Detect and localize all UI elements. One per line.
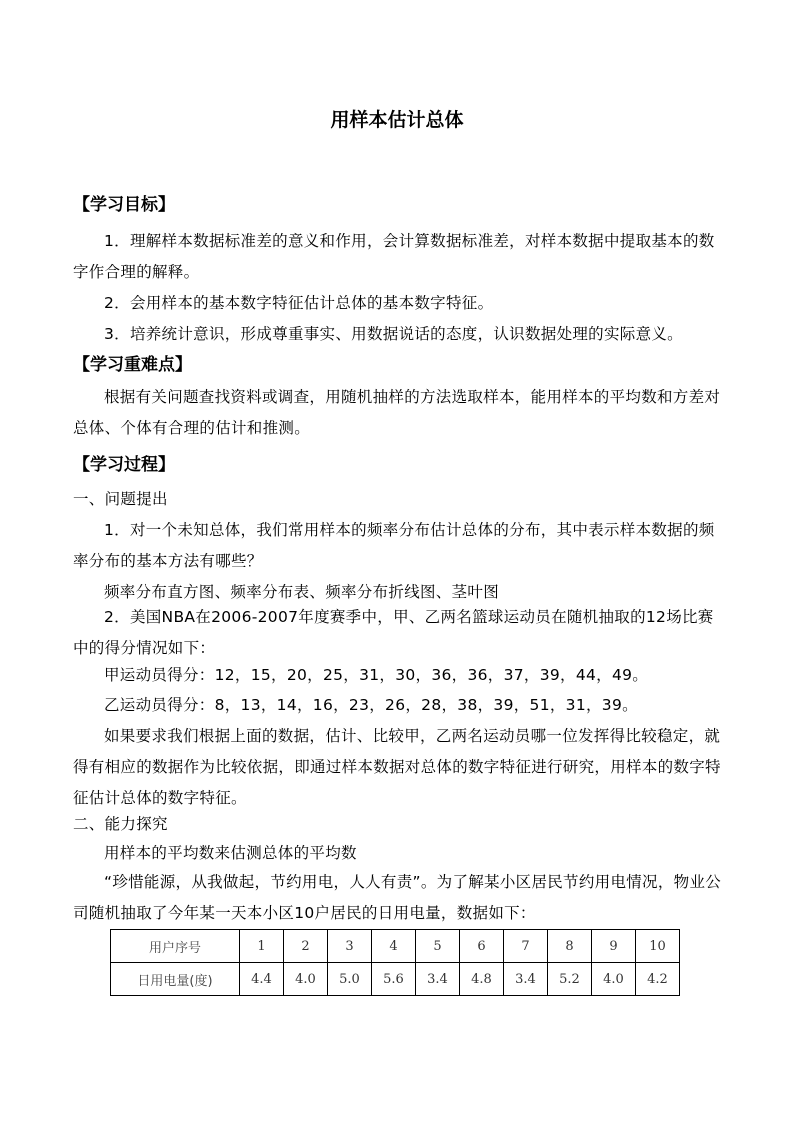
table-row: [111, 963, 680, 996]
table-cell: 5.0: [328, 963, 372, 996]
table-cell: 3.4: [416, 963, 460, 996]
heading-keypoints: 【学习重难点】: [73, 355, 192, 375]
heading-process: 【学习过程】: [73, 455, 175, 475]
table-cell: 4.8: [460, 963, 504, 996]
heading-objectives: 【学习目标】: [73, 195, 175, 215]
table-cell: 4.2: [636, 963, 680, 996]
question-1: 1．对一个未知总体，我们常用样本的频率分布估计总体的分布，其中表示样本数据的频率分布的基本方法有哪些？: [73, 521, 715, 570]
table-cell: 4: [372, 930, 416, 963]
table-row: [111, 930, 680, 963]
part2-subtitle: 用样本的平均数来估测总体的平均数: [104, 844, 357, 862]
table-cell: 4.0: [592, 963, 636, 996]
question-2-explanation: 如果要求我们根据上面的数据，估计、比较甲，乙两名运动员哪一位发挥得比较稳定，就得有相应的数据作为比较依据，即通过样本数据对总体的数字特征进行研究，用样本的数字特征估计总体的数字特征。: [73, 727, 721, 807]
table-cell: 4.0: [284, 963, 328, 996]
part2-text: “珍惜能源，从我做起，节约用电，人人有责”。为了解某小区居民节约用电情况，物业公司随机抽取了今年某一天本小区10户居民的日用电量，数据如下：: [73, 873, 722, 922]
table-cell: 4.4: [240, 963, 284, 996]
electricity-usage-table: [110, 929, 680, 996]
table-cell: 5.2: [548, 963, 592, 996]
part2-title: 二、能力探究: [73, 815, 168, 833]
table-cell: 5.6: [372, 963, 416, 996]
table-cell: 7: [504, 930, 548, 963]
answer-1: 频率分布直方图、频率分布表、频率分布折线图、茎叶图: [104, 583, 500, 601]
question-2: 2．美国NBA在2006-2007年度赛季中，甲、乙两名篮球运动员在随机抽取的12场比赛中的得分情况如下：: [73, 608, 714, 657]
table-cell: 10: [636, 930, 680, 963]
keypoints-text: 根据有关问题查找资料或调查，用随机抽样的方法选取样本，能用样本的平均数和方差对总体、个体有合理的估计和推测。: [73, 388, 721, 437]
scores-player-a: 甲运动员得分：12，15，20，25，31，30，36，36，37，39，44，49。: [104, 666, 649, 684]
part1-title: 一、问题提出: [73, 490, 168, 508]
objective-item-1: 1．理解样本数据标准差的意义和作用，会计算数据标准差，对样本数据中提取基本的数字作合理的解释。: [73, 232, 715, 281]
objective-item-2: 2．会用样本的基本数字特征估计总体的基本数字特征。: [104, 294, 494, 312]
table-cell: 2: [284, 930, 328, 963]
document-title: 用样本估计总体: [330, 109, 464, 131]
table-cell: 9: [592, 930, 636, 963]
table-cell: 8: [548, 930, 592, 963]
table-header-user-id: 用户序号: [111, 930, 240, 963]
table-cell: 1: [240, 930, 284, 963]
table-cell: 3: [328, 930, 372, 963]
table-header-daily-usage: 日用电量(度): [111, 963, 240, 996]
table-cell: 3.4: [504, 963, 548, 996]
objective-item-3: 3．培养统计意识，形成尊重事实、用数据说话的态度，认识数据处理的实际意义。: [104, 325, 683, 343]
table-cell: 5: [416, 930, 460, 963]
scores-player-b: 乙运动员得分：8，13，14，16，23，26，28，38，39，51，31，39。: [104, 696, 638, 714]
table-cell: 6: [460, 930, 504, 963]
